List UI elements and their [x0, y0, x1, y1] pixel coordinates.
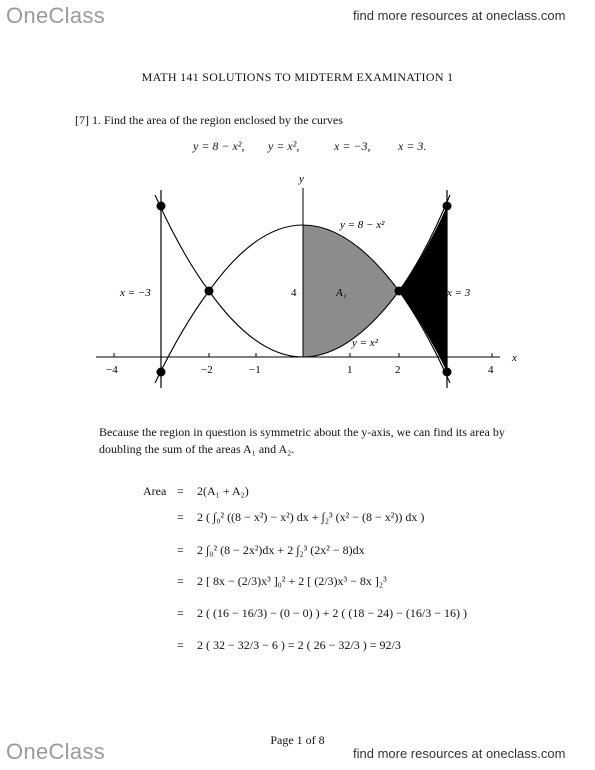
equals-sign: = — [177, 484, 184, 498]
intersection-point — [205, 287, 214, 296]
region-A1 — [303, 225, 399, 357]
oneclass-logo[interactable]: OneClass — [6, 739, 105, 764]
upper-curve-label: y = 8 − x² — [340, 219, 385, 231]
intersection-point — [443, 368, 452, 377]
intersection-point — [157, 202, 166, 211]
intersection-point — [395, 287, 404, 296]
document-title: MATH 141 SOLUTIONS TO MIDTERM EXAMINATION 1 — [141, 70, 454, 84]
header-resources-link[interactable]: find more resources at oneclass.com — [353, 8, 566, 23]
page-number: Page 1 of 8 — [270, 733, 325, 747]
x-tick-label: 4 — [488, 364, 494, 376]
problem-statement: [7] 1. Find the area of the region enclosed by the curves — [75, 113, 343, 127]
intersection-point — [443, 202, 452, 211]
calculation-step: 2 ∫₀² (8 − 2x²)dx + 2 ∫₂³ (2x² − 8)dx — [197, 543, 365, 557]
explanation-paragraph: Because the region in question is symmetric about the y-axis, we can find its area by doubling the sum of the areas A₁ and A₂. — [99, 425, 505, 456]
calculation-step: 2 ( (16 − 16/3) − (0 − 0) ) + 2 ( (18 − 24) − (16/3 − 16) ) — [197, 606, 467, 620]
equals-sign: = — [177, 606, 184, 620]
calculation-step: 2(A₁ + A₂) — [197, 484, 249, 498]
curve-equation-lower: y = x², — [268, 139, 300, 153]
x-tick-label: 2 — [395, 364, 401, 376]
line-x-3-label: x = 3 — [447, 287, 471, 299]
area-label: Area — [143, 484, 167, 498]
y-axis-label: y — [299, 173, 304, 185]
calculation-step: 2 ( 32 − 32/3 − 6 ) = 2 ( 26 − 32/3 ) = 92/3 — [197, 638, 401, 652]
oneclass-logo[interactable]: OneClass — [6, 3, 105, 28]
x-axis-label: x — [512, 352, 517, 364]
lower-curve-label: y = x² — [352, 337, 378, 349]
curve-equation-right-line: x = 3. — [398, 139, 427, 153]
equals-sign: = — [177, 510, 184, 524]
calculation-step: 2 ( ∫₀² ((8 − x²) − x²) dx + ∫₂³ (x² − (8 − x²)) dx ) — [197, 510, 425, 524]
equals-sign: = — [177, 638, 184, 652]
region-A1-label: A₁ — [336, 287, 347, 299]
region-A2 — [399, 206, 447, 372]
equals-sign: = — [177, 574, 184, 588]
x-tick-label: −4 — [106, 364, 118, 376]
footer-resources-link[interactable]: find more resources at oneclass.com — [353, 746, 566, 761]
equals-sign: = — [177, 543, 184, 557]
value-four-label: 4 — [291, 287, 297, 299]
x-tick-label: −1 — [249, 364, 261, 376]
curve-equation-left-line: x = −3, — [334, 139, 371, 153]
calculation-step: 2 [ 8x − (2/3)x³ ]₀² + 2 [ (2/3)x³ − 8x ]₂³ — [197, 574, 387, 588]
intersection-point — [157, 368, 166, 377]
x-tick-label: −2 — [201, 364, 213, 376]
curve-equation-upper: y = 8 − x², — [193, 139, 245, 153]
line-x-neg3-label: x = −3 — [120, 287, 151, 299]
x-tick-label: 1 — [347, 364, 353, 376]
